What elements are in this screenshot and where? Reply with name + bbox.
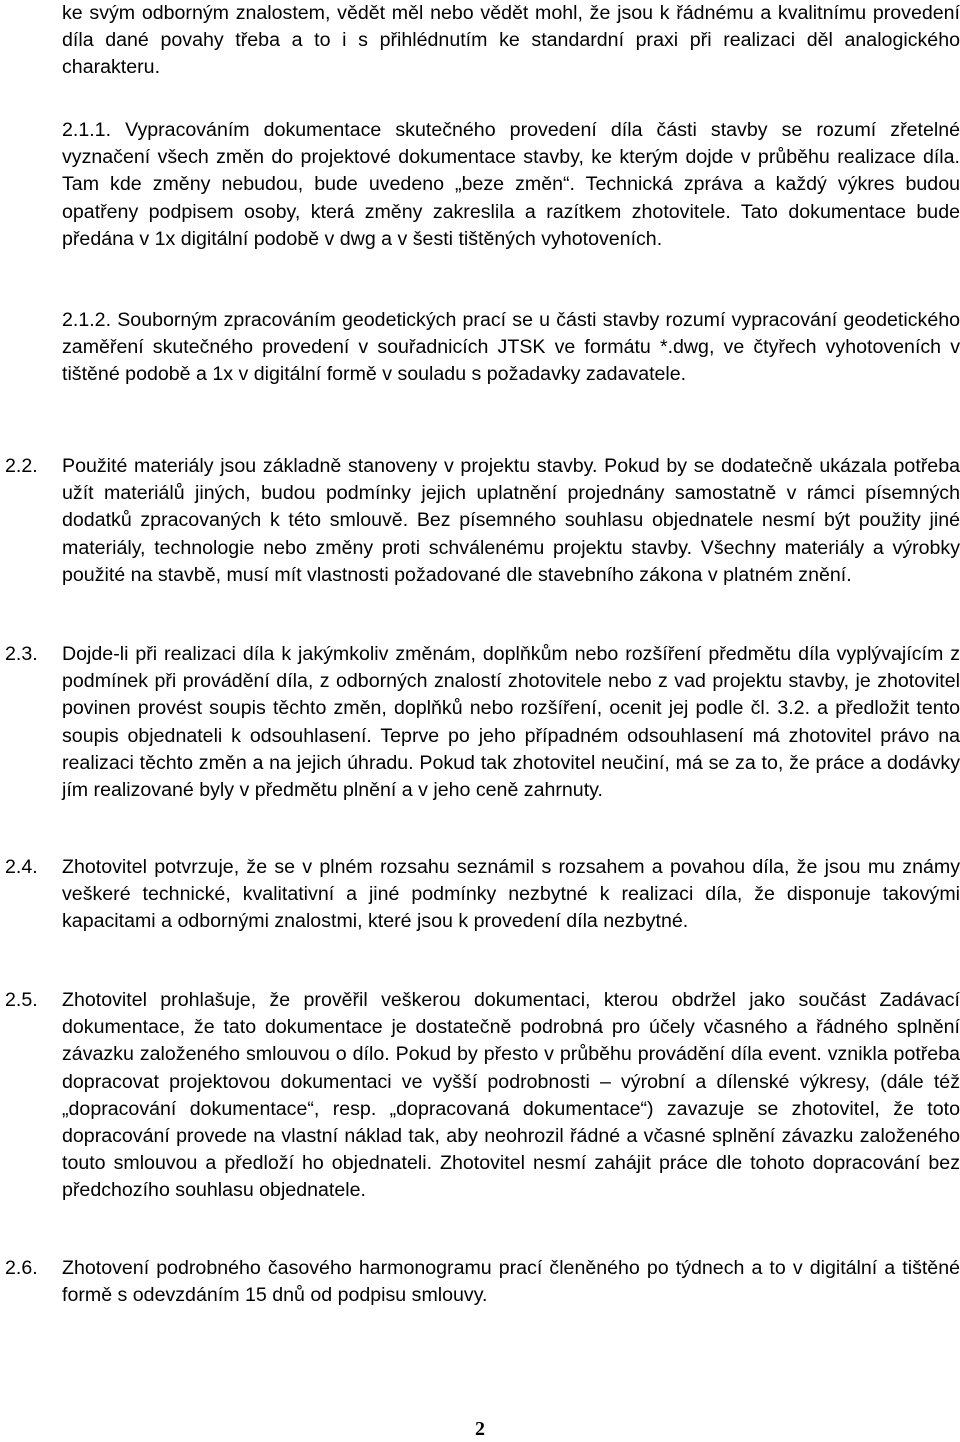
section-text: Souborným zpracováním geodetických prací se u části stavby rozumí vypracování geodetického zaměření skutečného provedení v souřadnicích JTSK ve formátu *.dwg, ve čtyřech vyhotoveních v tištěné podobě a 1x v digitální formě v souladu s požadavky zadavatele. (62, 309, 960, 386)
section-2-6: Zhotovení podrobného časového harmonogramu prací členěného po týdnech a to v digitální a tištěné formě s odevzdáním 15 dnů od podpisu smlouvy. (62, 1257, 960, 1307)
section-2-2: Použité materiály jsou základně stanoveny v projektu stavby. Pokud by se dodatečně ukázala potřeba užít materiálů jiných, budou podmínky jejich uplatnění projednány samostatně v rámci písemných dodatků zpracovaných k této smlouvě. Bez písemného souhlasu objednatele nesmí být použity jiné materiály, technologie nebo změny proti schválenému projektu stavby. Všechny materiály a výrobky použité na stavbě, musí mít vlastnosti požadované dle stavebního zákona v platném znění. (62, 455, 960, 586)
page-number: 2 (475, 1418, 485, 1440)
intro-paragraph: ke svým odborným znalostem, vědět měl nebo vědět mohl, že jsou k řádnému a kvalitnímu provedení díla dané povahy třeba a to i s přihlédnutím ke standardní praxi při realizaci děl analogického charakteru. (62, 2, 960, 79)
section-2-4: Zhotovitel potvrzuje, že se v plném rozsahu seznámil s rozsahem a povahou díla, že jsou mu známy veškeré technické, kvalitativní a jiné podmínky nezbytné k realizaci díla, že disponuje takovými kapacitami a odbornými znalostmi, které jsou k provedení díla nezbytné. (62, 856, 960, 933)
section-2-3: Dojde-li při realizaci díla k jakýmkoliv změnám, doplňkům nebo rozšíření předmětu díla vyplývajícím z podmínek při provádění díla, z odborných znalostí zhotovitele nebo z vad projektu stavby, je zhotovitel povinen provést soupis těchto změn, doplňků nebo rozšíření, ocenit jej podle čl. 3.2. a předložit tento soupis objednateli k odsouhlasení. Teprve po jeho případném odsouhlasení má zhotovitel právo na realizaci těchto změn a na jejich úhradu. Pokud tak zhotovitel neučiní, má se za to, že práce a dodávky jím realizované byly v předmětu plnění a v jeho ceně zahrnuty. (62, 643, 960, 802)
section-text: Vypracováním dokumentace skutečného provedení díla části stavby se rozumí zřetelné vyznačení všech změn do projektové dokumentace stavby, ke kterým dojde v průběhu realizace díla. Tam kde změny nebudou, bude uvedeno „beze změn“. Technická zpráva a každý výkres budou opatřeny podpisem osoby, která změny zakreslila a razítkem zhotovitele. Tato dokumentace bude předána v 1x digitální podobě v dwg a v šesti tištěných vyhotoveních. (62, 119, 960, 250)
section-number: 2.3. (5, 643, 38, 665)
section-number: 2.2. (5, 455, 38, 477)
section-number: 2.5. (5, 989, 38, 1011)
section-2-1-1 (62, 117, 960, 253)
section-number: 2.1.1. (62, 119, 112, 141)
section-number: 2.1.2. (62, 309, 112, 331)
section-2-5: Zhotovitel prohlašuje, že prověřil veškerou dokumentaci, kterou obdržel jako součást Zadávací dokumentace, že tato dokumentace je dostatečně podrobná pro účely včasného a řádného splnění závazku založeného smlouvou o dílo. Pokud by přesto v průběhu provádění díla event. vznikla potřeba dopracovat projektovou dokumentaci ve vyšší podrobnosti – výrobní a dílenské výkresy, (dále též „dopracování dokumentace“, resp. „dopracovaná dokumentace“) zavazuje se zhotovitel, že toto dopracování provede na vlastní náklad tak, aby neohrozil řádné a včasné splnění závazku založeného touto smlouvou a předloží ho objednateli. Zhotovitel nesmí zahájit práce dle tohoto dopracování bez předchozího souhlasu objednatele. (62, 989, 960, 1202)
section-number: 2.6. (5, 1257, 38, 1279)
section-2-1-2 (62, 307, 960, 389)
section-number: 2.4. (5, 856, 38, 878)
